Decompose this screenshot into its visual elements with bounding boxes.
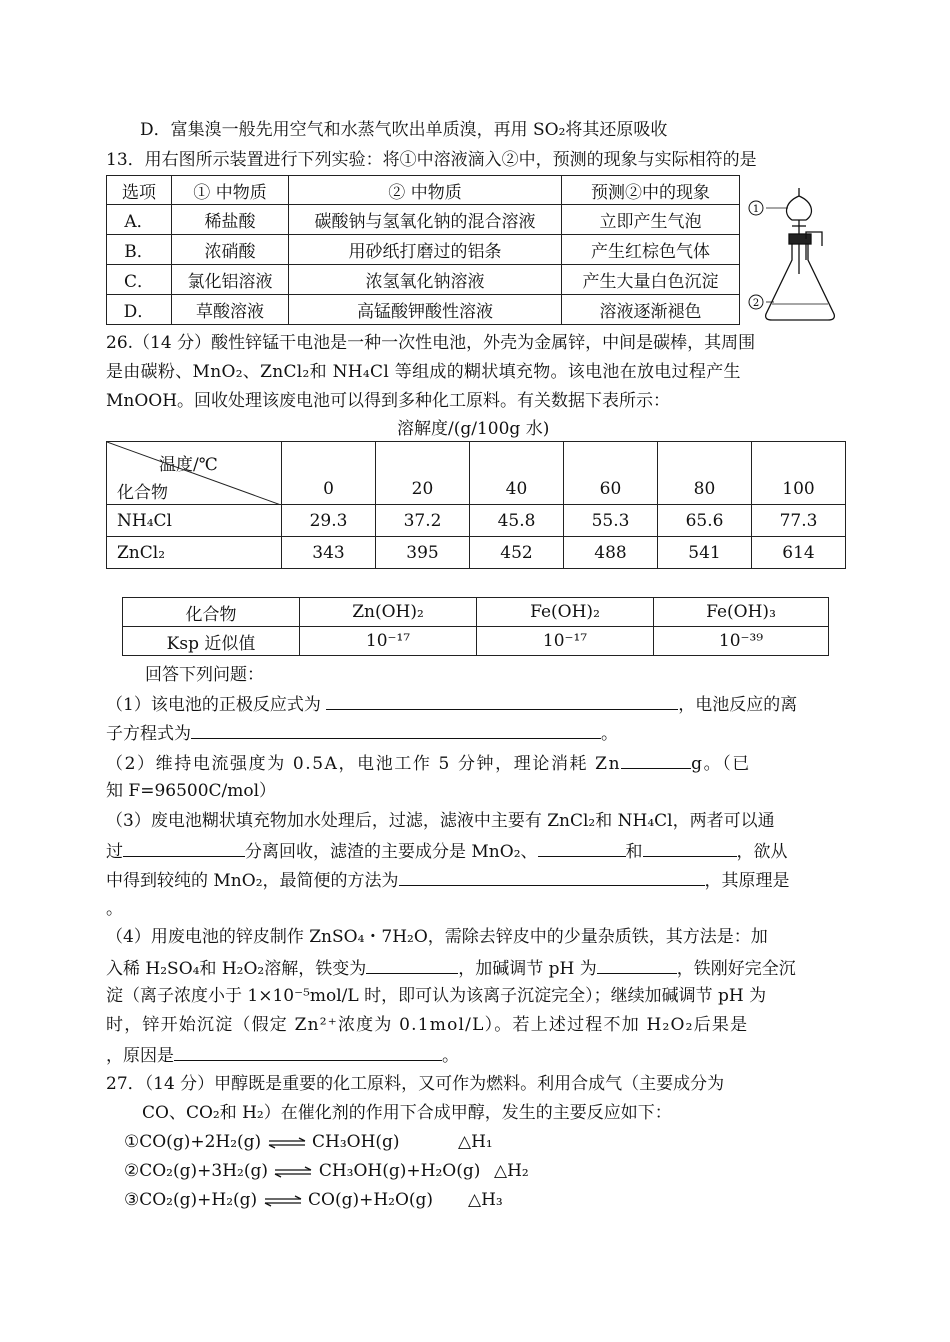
answer-blank[interactable] [366,956,458,974]
solubility-cell: 29.3 [282,505,376,537]
answer-blank[interactable] [643,839,737,857]
solubility-cell: 488 [564,537,658,569]
q26-p2b: g。（已 [691,754,751,774]
q13-cell: 立即产生气泡 [562,205,740,235]
apparatus-label-2: 2 [752,298,760,309]
reaction-2-dh: △H₂ [494,1161,529,1181]
q13-cell: 稀盐酸 [172,205,289,235]
solubility-cell: 452 [470,537,564,569]
answer-blank[interactable] [399,868,705,886]
q26-intro-2: 是由碳粉、MnO₂、ZnCl₂和 NH₄Cl 等组成的糊状填充物。该电池在放电过程产生 [106,362,741,382]
q13-cell: A． [107,205,172,235]
q26-p2a: （2）维持电流强度为 0.5A，电池工作 5 分钟，理论消耗 Zn [106,754,622,774]
temp-40: 40 [470,442,564,505]
solubility-cell: 37.2 [376,505,470,537]
answer-prompt: 回答下列问题： [145,665,264,685]
compound-name: NH₄Cl [107,505,282,537]
q13-header-phenomenon: 预测②中的现象 [562,176,740,205]
q13-cell: 高锰酸钾酸性溶液 [289,295,562,325]
q27-intro-2: CO、CO₂和 H₂）在催化剂的作用下合成甲醇，发生的主要反应如下： [142,1103,672,1123]
q26-part4-line5 [106,1043,459,1067]
temp-100: 100 [752,442,846,505]
solubility-cell: 65.6 [658,505,752,537]
ksp-value: 10⁻¹⁷ [477,627,654,656]
q26-part2-line1 [106,751,751,775]
q26-p3c: 分离回收，滤渣的主要成分是 MnO₂、 [245,842,538,862]
solubility-cell: 395 [376,537,470,569]
solubility-cell: 614 [752,537,846,569]
q26-intro-1: 26.（14 分）酸性锌锰干电池是一种一次性电池，外壳为金属锌，中间是碳棒，其周围 [106,333,756,353]
answer-blank[interactable] [123,839,245,857]
temp-0: 0 [282,442,376,505]
q26-part1-line1 [106,692,797,716]
q26-intro-3: MnOOH。回收处理该废电池可以得到多种化工原料。有关数据下表所示： [106,391,671,411]
apparatus-label-1: 1 [752,204,760,215]
temp-60: 60 [564,442,658,505]
q13-cell: 溶液逐渐褪色 [562,295,740,325]
table-row [107,205,740,235]
solubility-cell: 541 [658,537,752,569]
solubility-cell: 77.3 [752,505,846,537]
reaction-lhs: ②CO₂(g)+3H₂(g) [124,1161,268,1181]
temp-20: 20 [376,442,470,505]
reaction-3-dh: △H₃ [468,1190,503,1210]
answer-blank[interactable] [326,692,678,710]
q13-cell: 产生红棕色气体 [562,235,740,265]
reaction-lhs: ③CO₂(g)+H₂(g) [124,1190,258,1210]
table-row [107,537,846,569]
q26-p4d: ，铁刚好完全沉 [676,959,796,979]
reaction-1 [124,1131,400,1153]
q13-header-substance1: ① 中物质 [172,176,289,205]
q13-cell: B． [107,235,172,265]
solubility-header-corner [107,442,282,505]
solubility-table-title: 溶解度/(g/100g 水) [397,419,550,439]
table-row [107,265,740,295]
q26-part1-line2 [106,721,618,745]
ksp-value: 10⁻¹⁷ [300,627,477,656]
solubility-table [106,441,846,569]
q13-cell: 碳酸钠与氢氧化钠的混合溶液 [289,205,562,235]
q26-p2c: 知 F=96500C/mol） [106,781,277,801]
q26-part3-line2 [106,839,788,863]
equilibrium-arrow-icon [263,1195,303,1207]
temperature-label: 温度/℃ [159,455,218,475]
answer-blank[interactable] [191,721,601,739]
q13-cell: D． [107,295,172,325]
q13-header-substance2: ② 中物质 [289,176,562,205]
q26-p3b: 过 [106,842,123,862]
q13-cell: 草酸溶液 [172,295,289,325]
reaction-lhs: ①CO(g)+2H₂(g) [124,1132,262,1152]
q26-p4c: ，加碱调节 pH 为 [458,959,597,979]
reaction-rhs: CH₃OH(g) [312,1132,400,1152]
q26-p4g: ，原因是 [106,1046,174,1066]
q26-p4f: 时，锌开始沉淀（假定 Zn²⁺浓度为 0.1mol/L）。若上述过程不加 H₂O₂后果是 [106,1015,749,1035]
solubility-cell: 45.8 [470,505,564,537]
ksp-value: 10⁻³⁹ [654,627,829,656]
q13-table [106,175,740,325]
table-row [107,235,740,265]
q26-p4h: 。 [442,1046,459,1066]
q26-p3e: ，欲从 [736,842,788,862]
q26-p1b: ，电池反应的离 [678,695,798,715]
q26-p3f: 中得到较纯的 MnO₂，最简便的方法为 [106,871,399,891]
flask-apparatus-illustration [742,182,842,327]
equilibrium-arrow-icon [273,1166,313,1178]
q27-intro-1: 27．（14 分）甲醇既是重要的化工原料，又可作为燃料。利用合成气（主要成分为 [106,1074,725,1094]
ksp-header-fe3: Fe(OH)₃ [654,598,829,627]
reaction-2 [124,1160,480,1182]
solubility-cell: 55.3 [564,505,658,537]
temp-80: 80 [658,442,752,505]
ksp-table [122,597,829,656]
q13-cell: 浓硝酸 [172,235,289,265]
table-row [107,295,740,325]
q13-stem: 13．用右图所示装置进行下列实验：将①中溶液滴入②中，预测的现象与实际相符的是 [106,150,757,170]
table-row [107,505,846,537]
q26-p3d: 和 [625,842,643,862]
q26-part3-line3 [106,868,790,892]
answer-blank[interactable] [538,839,626,857]
ksp-label: Ksp 近似值 [123,627,300,656]
q26-p1c: 子方程式为 [106,724,191,744]
q26-p3a: （3）废电池糊状填充物加水处理后，过滤，滤液中主要有 ZnCl₂和 NH₄Cl，两者可以通 [106,811,775,831]
q26-p3h: 。 [106,899,123,919]
answer-blank[interactable] [174,1043,442,1061]
solubility-cell: 343 [282,537,376,569]
q26-p1a: （1）该电池的正极反应式为 [106,695,321,715]
answer-blank[interactable] [597,956,677,974]
q12-option-d: D．富集溴一般先用空气和水蒸气吹出单质溴，再用 SO₂将其还原吸收 [140,120,668,140]
q26-p4e: 淀（离子浓度小于 1×10⁻⁵mol/L 时，即可认为该离子沉淀完全）；继续加碱调节 pH 为 [106,986,767,1006]
q26-p3g: ，其原理是 [704,871,790,891]
ksp-header-zn: Zn(OH)₂ [300,598,477,627]
q13-cell: C． [107,265,172,295]
q13-cell: 浓氢氧化钠溶液 [289,265,562,295]
ksp-header-fe2: Fe(OH)₂ [477,598,654,627]
q13-cell: 氯化铝溶液 [172,265,289,295]
q13-cell: 产生大量白色沉淀 [562,265,740,295]
ksp-header-compound: 化合物 [123,598,300,627]
equilibrium-arrow-icon [267,1137,307,1149]
answer-blank[interactable] [621,751,691,769]
compound-label: 化合物 [117,483,168,503]
q26-p4b: 入稀 H₂SO₄和 H₂O₂溶解，铁变为 [106,959,367,979]
q13-header-option: 选项 [107,176,172,205]
q26-p1d: 。 [601,724,618,744]
q13-cell: 用砂纸打磨过的铝条 [289,235,562,265]
reaction-3 [124,1189,433,1211]
reaction-1-dh: △H₁ [458,1132,493,1152]
reaction-rhs: CO(g)+H₂O(g) [308,1190,434,1210]
compound-name: ZnCl₂ [107,537,282,569]
q26-p4a: （4）用废电池的锌皮制作 ZnSO₄・7H₂O，需除去锌皮中的少量杂质铁，其方法是：加 [106,927,768,947]
reaction-rhs: CH₃OH(g)+H₂O(g) [318,1161,481,1181]
q26-part4-line2 [106,956,796,980]
table-row [123,627,829,656]
